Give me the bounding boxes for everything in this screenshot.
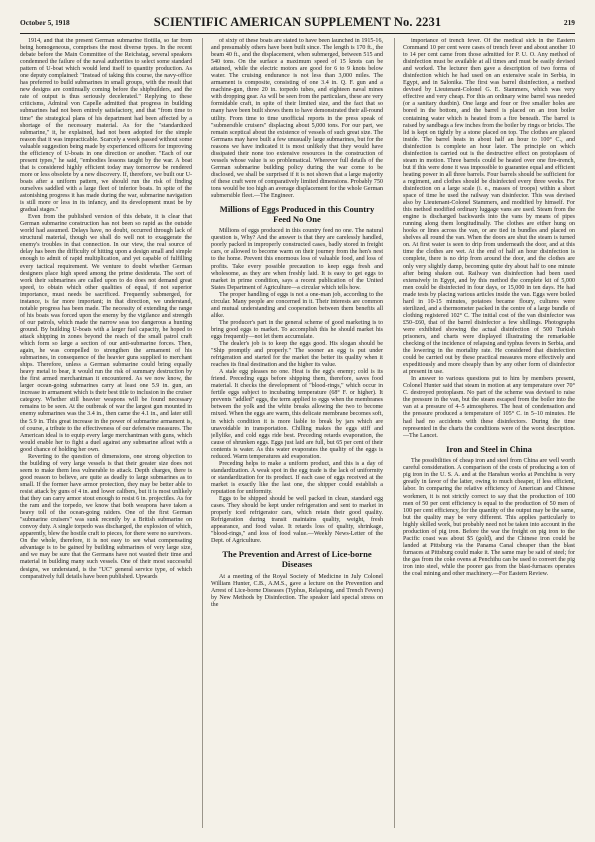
article-title-eggs: Millions of Eggs Produced in this Country Feed No One <box>219 204 375 224</box>
article-title-lice-borne-diseases: The Prevention and Arrest of Lice-borne Diseases <box>222 549 372 569</box>
column-3 <box>403 38 575 828</box>
body-paragraph: In answer to various questions put to him by members present, Colonel Hunter said that steam in motion at any temperature over 70° C. destroyed protoplasm. No part of the scheme was devised to raise the pressure in the van, but the steam escaped from the boiler into the van at a pressure of 4–5 atmospheres. The heat of condensation and the pressure produced a temperature of 105° C. in 5–10 minutes. He had had no accidents with these disinfectors. During the time represented in the charts the conditions were of the worst description.—The Lancet. <box>403 376 575 439</box>
body-paragraph: The proper handling of eggs is not a one-man job, according to the circular. Many people are concerned in it. Their interests are common and mutual understanding and cooperation between them benefits all alike. <box>211 291 383 319</box>
column-2 <box>211 38 383 828</box>
page-number: 219 <box>563 18 575 27</box>
issue-date: October 5, 1918 <box>20 18 70 27</box>
body-paragraph: Preceding helps to make a uniform product, and this is a day of standardization. A weak spot in the egg trade is the lack of uniformity or standardization for its product. If each case of eggs received at the market is exactly like the last one, the shipper could establish a reputation for uniformity. <box>211 460 383 495</box>
article-title-iron-steel-china: Iron and Steel in China <box>446 443 532 454</box>
body-paragraph: Even from the published version of this debate, it is clear that German submarine construction has not been so rapid as the outside world had assumed. Delays have, no doubt, occurred through lack of structural material, though we shall do well not to exaggerate the enemy's troubles in that connection. In our view, the real source of delay has been the difficulty of hitting upon a design small and simple enough to admit of rapid multiplication, and yet capable of fulfilling every tactical requirement. We venture to doubt whether German designers place high speed among the prime desiderata. The sort of work their submarines are called upon to do does not demand great speed, to obtain which other qualities of equal, if not superior importance, must needs be sacrificed. Frequently submerged, for instance, is far more important; in that direction, we understand, notable progress has been made. The necessity of extending the range of his boats was forced upon the enemy by the vigilance and strength of our patrols, which made the narrow seas too dangerous a hunting ground. By building U-boats with a larger fuel capacity, he hoped to attack shipping in zones beyond the reach of the small patrol craft which form so large a section of our anti-submarine forces. Then, again, he was compelled to strengthen the armament of his submarines, in consequence of the heavier guns supplied to merchant ships. Therefore, unless a German submarine could bring equally heavy metal to bear, it would run the risk of summary destruction by the first armed merchantman it encountered. As we now know, the larger ocean-going submarines carry at least one 5.9 in. gun, an increase in armament which is their best title to inclusion in the cruiser category. Whether still heavier weapons will be found necessary remains to be seen. At the outbreak of war the largest gun mounted in enemy submarines was the 3.4 in., then came the 4.1 in., and later still the 5.9 in. This great increase in the power of submarine armament is, of course, a tribute to the effectiveness of our defensive measures. The American ideal is to equip every large merchantman with guns, which would enable her to fight a duel against any submarine afloat with a good chance of holding her own. <box>20 214 192 453</box>
body-paragraph: Reverting to the question of dimensions, one strong objection to the building of very large vessels is that their greater size does not seem to make them less vulnerable to attack. Depth charges, there is good reason to believe, are quite as deadly to large submarines as to small. If the former have armor protection, they may be better able to resist attack by guns of 4 in. and lower calibers, but it is most unlikely that they can carry armor stout enough to resist 6 in. projectiles. As for the ram and the torpedo, we know that both weapons have taken a heavy toll of the ocean-going raiders. One of the first German "submarine cruisers" was sunk recently by a British submarine on convoy duty. A single torpedo was discharged, the explosion of which, apparently, blew the hostile craft to pieces, for there were no survivors. On the whole, therefore, it is not easy to see what compensating advantage is to be gained by building submarines of very large size, and we may be sure that the Germans have not wasted their time and material in building many such vessels. One of their most successful designs, we understand, is the "UC" general service type, of which comparatively full details have been published. Upwards <box>20 453 192 580</box>
body-paragraph: The producer's part in the general scheme of good marketing is to bring good eggs to market. To accomplish this he should market his eggs frequently—not let them accumulate. <box>211 319 383 340</box>
body-paragraph: The dealer's job is to keep the eggs good. His slogan should be "Ship promptly and properly." The sooner an egg is put under refrigeration and started for the market the better its quality when it reaches its final destination and the higher its value. <box>211 341 383 369</box>
column-divider <box>202 38 203 828</box>
body-paragraph: of sixty of these boats are stated to have been launched in 1915-16, and presumably others have been built since. The length is 170 ft., the beam 40 ft., and the displacement, when submerged, between 515 and 540 tons. On the surface a maximum speed of 15 knots can be attained, while the electric motors are good for 6 to 9 knots below water. The cruising endurance is not less than 3,000 miles. The armament is composite, consisting of one 3.4 in. Q. F. gun and a machine-gun, three 20 in. torpedo tubes, and eighteen naval mines with dropping gear. As will be seen from the particulars, these are very formidable craft, in spite of their limited size, and the fact that so many have been built shows them to have demonstrated their all-round utility. From time to time unofficial reports in the press speak of "submersible cruisers" displacing about 5,000 tons. For our part, we remain sceptical about the existence of vessels of such great size. The Germans may have built a few unusually large submarines, but for the reasons we have indicated it is most unlikely that they would have dissipated their none too extensive resources in the construction of vessels whose value is so problematical. Wherever full details of the German submarine building policy during the war come to be disclosed, we shall be surprised if it is not shown that a large majority of these craft were of comparatively limited dimensions. Probably 750 tons would be too high an average displacement for the whole German submersible fleet.—The Engineer. <box>211 38 383 200</box>
body-paragraph: A stale egg pleases no one. Heat is the egg's enemy; cold is its friend. Preceding eggs before shipping them, therefore, saves food material. It checks the development of "blood-rings," which occur in fertile eggs subject to incubating temperature (68° F. or higher). It prevents "addled" eggs, the term applied to eggs when the membranes between the yolk and the white breaks allowing the two to become mixed. When the eggs are warm, this delicate membrane becomes soft, in which condition it is more liable to break by jars which are unavoidable in transportation. Chilling makes the eggs stiff and jellylike, and cold eggs ride best. Preceding retards evaporation, the cause of shrunken eggs. Eggs just laid are full, but 65 per cent of their contents is water. As this water evaporates the quality of the eggs is reduced. Warm temperatures aid evaporation. <box>211 369 383 460</box>
body-paragraph: At a meeting of the Royal Society of Medicine in July Colonel William Hunter, C.B., A.M.S., gave a lecture on the Prevention and Arrest of Lice-borne Diseases (Typhus, Relapsing, and Trench Fevers) by New Methods by Disinfection. The speaker laid special stress on the <box>211 573 383 608</box>
column-divider <box>394 38 395 828</box>
publication-title: SCIENTIFIC AMERICAN SUPPLEMENT No. 2231 <box>153 15 442 29</box>
body-paragraph: Eggs to be shipped should be well packed in clean, standard egg cases. They should be kept under refrigeration and sent to market in properly iced refrigerator cars, which retain their good quality. Refrigeration during transit maintains quality, weight, fresh appearance, and food value. It retards loss of quality, shrinkage, "blood-rings," and loss of food value.—Weekly News-Letter of the Dept. of Agriculture. <box>211 496 383 545</box>
header-rule <box>20 33 575 34</box>
body-paragraph: 1914, and that the present German submarine flotilla, so far from being homogeneous, comprises the most diverse types. In the recent debate before the Main Committee of the Reichstag, several speakers condemned the failure of the naval authorities to select some standard pattern of U-boat which would lend itself to quantity production. As one deputy complained: "Instead of taking this course, the navy-office has preferred to build submarines in small groups, with the result that new designs are continually coming before the shipbuilders, and the rate of output is thus seriously decelerated." Replying to these criticisms, Admiral von Capelle admitted that progress in building submarines had not been entirely satisfactory, and that "from time to time" the strategical plans of his department had been affected by a shortage of the necessary material. As for the "standardized submarine," it, he explained, had not been adopted for the simple reason that it was impracticable. Scarcely a week passed without some valuable suggestion being made by experienced officers for improving the efficiency of U-boats in one direction or another. "Each of our present types," he said, "embodies lessons taught by the war. A boat that is considered highly efficient today may tomorrow be rendered more or less obsolete by a new discovery. If, therefore, we built our U-boats after a uniform pattern, we should run the risk of finding ourselves saddled with a large fleet of inferior boats. In spite of the astonishing progress it has made during the war, submarine navigation is still more or less in its infancy, and its development must be by gradual stages." <box>20 38 192 214</box>
column-1 <box>20 38 192 828</box>
body-paragraph: Millions of eggs produced in this country feed no one. The natural question is, Why? And the answer is that they are carelessly handled, poorly packed in improperly constructed cases, badly stored in freight cars, or allowed to become warm on their journey from the hen's nest to the home. Prevent this enormous loss of valuable food, and loss of profits. Take every possible precaution to keep eggs fresh and wholesome, as they are when freshly laid. It is easy to get eggs to market in prime condition, says a recent publication of the United States Department of Agriculture—a circular which tells how. <box>211 228 383 291</box>
body-paragraph: The possibilities of cheap iron and steel from China are well worth careful consideration. A comparison of the costs of producing a ton of pig iron in the U. S. A. and at the Hanshun works at Penchihu is very greatly in favor of the latter, owing to much cheaper, if less efficient, labor. In comparing the relative efficiency of American and Chinese workmen, it is not strictly correct to say that the production of 100 men of 50 per cent efficiency is equal to the production of 50 men of 100 per cent efficiency, for the quantity of the output may be the same, but the quality may be very different. This applies particularly to highly skilled work, but probably need not be taken into account in the production of pig iron. Before the war the freight on pig iron to the Pacific coast was about $5 (gold), and the Chinese iron could be landed at Pittsburg via the Panama Canal cheaper than the blast furnaces at Pittsburg could make it. The same may be said of steel; for the gas from the coke ovens at Penchihu can be used to convert the pig iron into steel, while the poorer gas from the blast-furnaces operates the coal mining and other machinery.—For Eastern Review. <box>403 458 575 578</box>
running-header <box>20 16 575 32</box>
body-paragraph: importance of trench fever. Of the medical sick in the Eastern Command 10 per cent were cases of trench fever and about another 10 to 14 per cent came from those admitted for P. U. O. Any method of disinfection must be available at all times and must be easily devised and worked. The lecturer then gave a description of two forms of disinfection which he had used on an extensive scale in Serbia, in Egypt, and in Salonika. The first was barrel disinfection, a method devised by Lieutenant-Colonel G. E. Stammers, which was very effective and very cheap. For this an ordinary wine barrel was needed (or a sanitary dustbin). One large and four or five smaller holes are bored in the bottom, and the barrel is placed on an iron boiler containing water which is heated from a fire beneath. The barrel is raised by sandbags a few inches from the boiler by rings or bricks. The lid is kept on tightly by a stone placed on top. The clothes are placed inside. The barrel heats in about half an hour to 100° C., and disinfection is complete an hour later. The principle on which disinfection is carried out is the destructive effect on protoplasm of steam in motion. Three barrels could be heated over one fire-trench, but if this were done it was impossible to guarantee equal and efficient heating power in all three barrels. Four barrels should be sufficient for a regiment, and clothes should be disinfected every three weeks. For disinfection on a large scale (i. e., masses of troops) within a short space of time he used the railway van disinfector. This was devised also by Lieutenant-Colonel Stammers, and modified by himself. For this method modified ordinary luggage vans are used. Steam from the engine is discharged backwards into the vans by means of pipes running along them longitudinally. The clothes are either hung on hooks or lines across the van, or are tied in bundles and placed on shelves all round the van. When the doors are shut the steam is turned on. At first water is seen to drip from underneath the door, and at this time the clothes are wet. At the end of half an hour disinfection is complete, there is no drip from around the door, and the clothes are only very slightly damp, becoming quite dry about half to one minute after being shaken out. Railway van disinfection had been used extensively in Egypt, and by this method the complete kit of 5,000 men could be disinfected in four days, or 15,000 in ten days. He had made tests by placing various articles inside the van. Eggs were boiled hard in 10-15 minutes, potatoes became floury, cultures were sterilized, and a thermometer packed in the centre of a large bundle of clothing registered 102° C. The initial cost of the van disinfector was £50–£60, that of the barrel disinfector a few shillings. Photographs were exhibited showing the actual disinfection of 500 Turkish prisoners, and charts were displayed illustrating the remarkable checking of the incidence of relapsing and typhus fevers in Serbia, and the lowering in the mortality rate. He considered that disinfection could be carried out by these practical measures more effectively and expeditiously and more cheaply than by any other form of disinfector at present in use. <box>403 38 575 376</box>
